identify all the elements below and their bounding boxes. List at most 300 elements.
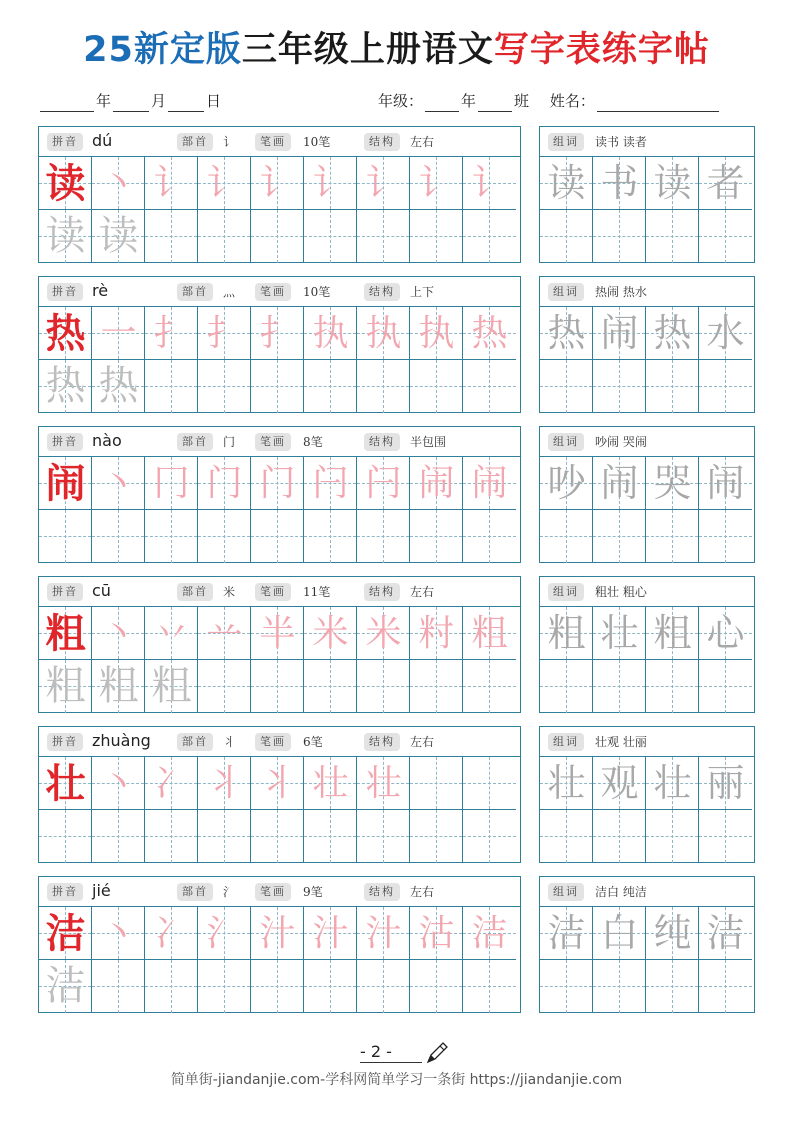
guide-line-vertical: [566, 960, 567, 1013]
grid-cell[interactable]: [145, 960, 198, 1013]
guide-line-vertical: [619, 660, 620, 713]
grid-cell[interactable]: [198, 960, 251, 1013]
guide-line-vertical: [277, 360, 278, 413]
grid-cell[interactable]: [39, 660, 92, 713]
model-character: 热: [45, 310, 86, 357]
stroke-order-step: 䒑: [206, 613, 243, 654]
grid-cell[interactable]: [699, 607, 752, 660]
grid-cell[interactable]: [357, 510, 410, 563]
grid-cell[interactable]: [646, 810, 699, 863]
grid-cell[interactable]: [304, 960, 357, 1013]
stroke-order-step: 讠: [471, 163, 508, 204]
model-character: 闹: [45, 460, 86, 507]
guide-line-vertical: [224, 810, 225, 863]
word-character: 壮: [547, 761, 586, 805]
guide-line-vertical: [725, 510, 726, 563]
grid-cell[interactable]: [646, 307, 699, 360]
structure-value: 左右: [410, 885, 435, 899]
class-blank[interactable]: [478, 95, 512, 112]
grid-cell[interactable]: [463, 757, 516, 810]
grid-cell[interactable]: [357, 810, 410, 863]
grid-cell[interactable]: [251, 360, 304, 413]
grid-cell[interactable]: [92, 757, 145, 810]
trace-character: 读: [45, 213, 86, 259]
grid-cell[interactable]: [145, 360, 198, 413]
guide-line-vertical: [725, 660, 726, 713]
words-card-header: [540, 727, 754, 757]
grid-cell[interactable]: [92, 607, 145, 660]
word-character: 丽: [706, 761, 745, 805]
grid-cell[interactable]: [92, 810, 145, 863]
pinyin-value: nào: [92, 431, 122, 450]
character-card: [38, 876, 521, 1013]
stroke-order-step: 闩: [365, 463, 402, 504]
structure-tag: 结构: [364, 433, 400, 451]
grid-cell[interactable]: [39, 360, 92, 413]
guide-line-vertical: [619, 810, 620, 863]
grid-cell[interactable]: [304, 307, 357, 360]
student-row: [378, 90, 721, 112]
grid-cell[interactable]: [251, 660, 304, 713]
structure-value: 半包围: [410, 435, 447, 449]
grid-cell[interactable]: [357, 157, 410, 210]
grid-cell[interactable]: [251, 157, 304, 210]
radical-value: 讠: [223, 135, 236, 149]
grid-cell[interactable]: [304, 907, 357, 960]
grid-cell[interactable]: [699, 210, 752, 263]
guide-line-vertical: [672, 660, 673, 713]
grid-cell[interactable]: [646, 757, 699, 810]
grid-cell[interactable]: [251, 510, 304, 563]
day-blank[interactable]: [168, 95, 204, 112]
guide-line-vertical: [619, 960, 620, 1013]
grid-cell[interactable]: [699, 457, 752, 510]
stroke-order-step: 丬: [259, 763, 296, 804]
stroke-order-step: 汁: [365, 913, 402, 954]
grid-cell[interactable]: [251, 307, 304, 360]
grid-cell[interactable]: [463, 210, 516, 263]
word-character: 白: [600, 911, 639, 955]
guide-line-vertical: [330, 660, 331, 713]
grid-cell[interactable]: [593, 757, 646, 810]
grid-cell[interactable]: [540, 510, 593, 563]
grid-cell[interactable]: [304, 607, 357, 660]
character-card: [38, 126, 521, 263]
grid-cell[interactable]: [198, 660, 251, 713]
grid-cell[interactable]: [92, 360, 145, 413]
word-character: 洁: [706, 911, 745, 955]
grid-cell[interactable]: [251, 757, 304, 810]
grid-cell[interactable]: [304, 210, 357, 263]
grid-cell[interactable]: [699, 360, 752, 413]
stroke-order-step: 氵: [206, 913, 243, 954]
words-tag: 组词: [548, 733, 584, 751]
trace-character: 粗: [151, 663, 192, 709]
card-header: [39, 727, 520, 757]
grid-cell[interactable]: [251, 457, 304, 510]
grid-cell[interactable]: [410, 660, 463, 713]
grid-cell[interactable]: [646, 907, 699, 960]
grid-cell[interactable]: [593, 960, 646, 1013]
grid-cell[interactable]: [198, 307, 251, 360]
grid-cell[interactable]: [463, 607, 516, 660]
grid-cell[interactable]: [540, 210, 593, 263]
card-header: [39, 277, 520, 307]
grid-cell[interactable]: [198, 757, 251, 810]
pinyin-tag: 拼音: [47, 583, 83, 601]
grid-cell[interactable]: [410, 360, 463, 413]
word-character: 吵: [547, 461, 586, 505]
pinyin-tag: 拼音: [47, 883, 83, 901]
grid-cell[interactable]: [540, 810, 593, 863]
guide-line-vertical: [672, 960, 673, 1013]
grid-cell[interactable]: [410, 307, 463, 360]
grid-cell[interactable]: [145, 757, 198, 810]
grid-cell[interactable]: [540, 360, 593, 413]
pinyin-tag: 拼音: [47, 433, 83, 451]
grid-cell[interactable]: [699, 660, 752, 713]
grid-cell[interactable]: [304, 810, 357, 863]
guide-line-vertical: [383, 960, 384, 1013]
grid-cell[interactable]: [699, 960, 752, 1013]
word-character: 壮: [600, 611, 639, 655]
guide-line-vertical: [566, 810, 567, 863]
grid-cell[interactable]: [463, 960, 516, 1013]
grid-cell[interactable]: [357, 307, 410, 360]
structure-tag: 结构: [364, 583, 400, 601]
grid-cell[interactable]: [646, 510, 699, 563]
guide-line-vertical: [619, 510, 620, 563]
grid-cell[interactable]: [304, 157, 357, 210]
guide-line-vertical: [436, 810, 437, 863]
writing-grid: [39, 607, 520, 713]
grid-cell[interactable]: [463, 907, 516, 960]
writing-grid: [39, 757, 520, 863]
grid-cell[interactable]: [593, 907, 646, 960]
grid-cell[interactable]: [145, 607, 198, 660]
pinyin-value: zhuàng: [92, 731, 151, 750]
words-tag: 组词: [548, 883, 584, 901]
trace-character: 粗: [98, 663, 139, 709]
guide-line-vertical: [224, 210, 225, 263]
character-card: [38, 426, 521, 563]
radical-value: 氵: [223, 885, 236, 899]
grid-cell[interactable]: [646, 360, 699, 413]
words-grid: [540, 607, 754, 713]
word-character: 心: [706, 611, 745, 655]
words-tag: 组词: [548, 583, 584, 601]
radical-tag: 部首: [177, 583, 213, 601]
date-month-label: 月: [151, 92, 167, 110]
grid-cell[interactable]: [593, 307, 646, 360]
grid-cell[interactable]: [540, 157, 593, 210]
pinyin-tag: 拼音: [47, 133, 83, 151]
grid-cell[interactable]: [357, 907, 410, 960]
grid-cell[interactable]: [251, 810, 304, 863]
grid-cell[interactable]: [463, 307, 516, 360]
grid-cell[interactable]: [251, 960, 304, 1013]
grid-cell[interactable]: [304, 660, 357, 713]
guide-line-vertical: [224, 360, 225, 413]
guide-line-vertical: [224, 510, 225, 563]
year-blank[interactable]: [40, 95, 94, 112]
guide-line-vertical: [489, 960, 490, 1013]
grid-cell[interactable]: [410, 210, 463, 263]
guide-line-vertical: [619, 360, 620, 413]
radical-value: 丬: [223, 735, 236, 749]
grid-cell[interactable]: [39, 960, 92, 1013]
grid-cell[interactable]: [593, 510, 646, 563]
grid-cell[interactable]: [410, 510, 463, 563]
radical-tag: 部首: [177, 433, 213, 451]
words-grid: [540, 907, 754, 1013]
strokes-tag: 笔画: [255, 883, 291, 901]
name-blank[interactable]: [597, 95, 719, 112]
grid-cell[interactable]: [198, 907, 251, 960]
grid-cell[interactable]: [39, 907, 92, 960]
word-character: 热: [653, 311, 692, 355]
grid-cell[interactable]: [540, 660, 593, 713]
model-character: 读: [45, 160, 86, 207]
grid-cell[interactable]: [593, 210, 646, 263]
grid-cell[interactable]: [410, 907, 463, 960]
guide-line-vertical: [118, 960, 119, 1013]
grid-cell[interactable]: [145, 907, 198, 960]
grid-cell[interactable]: [92, 907, 145, 960]
grid-cell[interactable]: [410, 810, 463, 863]
grid-cell[interactable]: [699, 757, 752, 810]
grid-cell[interactable]: [198, 810, 251, 863]
grid-cell[interactable]: [410, 157, 463, 210]
grid-cell[interactable]: [145, 457, 198, 510]
grid-cell[interactable]: [39, 157, 92, 210]
stroke-order-step: 闹: [418, 463, 455, 504]
grid-cell[interactable]: [646, 157, 699, 210]
grid-cell[interactable]: [357, 457, 410, 510]
words-value: 读书 读者: [595, 135, 647, 149]
guide-line-vertical: [489, 660, 490, 713]
grid-cell[interactable]: [198, 360, 251, 413]
grid-cell[interactable]: [357, 210, 410, 263]
grid-cell[interactable]: [92, 510, 145, 563]
grid-cell[interactable]: [198, 157, 251, 210]
grid-cell[interactable]: [540, 607, 593, 660]
grid-cell[interactable]: [540, 960, 593, 1013]
grid-cell[interactable]: [92, 660, 145, 713]
guide-line-vertical: [566, 210, 567, 263]
grid-cell[interactable]: [540, 757, 593, 810]
grid-cell[interactable]: [304, 510, 357, 563]
grid-cell[interactable]: [699, 157, 752, 210]
word-character: 闹: [706, 461, 745, 505]
trace-character: 热: [98, 363, 139, 409]
grid-cell[interactable]: [699, 510, 752, 563]
guide-line-vertical: [672, 360, 673, 413]
grid-cell[interactable]: [540, 907, 593, 960]
grid-cell[interactable]: [92, 157, 145, 210]
stroke-order-step: 壮: [365, 763, 402, 804]
grid-cell[interactable]: [699, 907, 752, 960]
trace-character: 洁: [45, 963, 86, 1009]
grid-cell[interactable]: [145, 660, 198, 713]
word-character: 水: [706, 311, 745, 355]
title-part-2: 三年级上册语文: [241, 30, 494, 70]
grid-cell[interactable]: [145, 210, 198, 263]
grid-cell[interactable]: [92, 210, 145, 263]
structure-value: 左右: [410, 585, 435, 599]
guide-line-vertical: [489, 810, 490, 863]
grid-cell[interactable]: [92, 307, 145, 360]
guide-line-vertical: [672, 210, 673, 263]
card-header: [39, 577, 520, 607]
grid-cell[interactable]: [251, 907, 304, 960]
name-label: 姓名：: [549, 92, 595, 110]
words-value: 吵闹 哭闹: [595, 435, 647, 449]
stroke-order-step: 丶: [100, 913, 137, 954]
guide-line-vertical: [489, 360, 490, 413]
grid-cell[interactable]: [646, 457, 699, 510]
page-title: [0, 28, 793, 72]
stroke-order-step: 门: [259, 463, 296, 504]
grid-cell[interactable]: [304, 757, 357, 810]
grid-cell[interactable]: [410, 457, 463, 510]
grid-cell[interactable]: [39, 810, 92, 863]
stroke-order-step: 沽: [418, 913, 455, 954]
structure-tag: 结构: [364, 133, 400, 151]
guide-line-vertical: [383, 510, 384, 563]
grid-cell[interactable]: [92, 457, 145, 510]
trace-character: 读: [98, 213, 139, 259]
grid-cell[interactable]: [357, 360, 410, 413]
words-card: [539, 726, 755, 863]
character-card: [38, 726, 521, 863]
character-card: [38, 276, 521, 413]
grid-cell[interactable]: [304, 457, 357, 510]
grid-cell[interactable]: [593, 360, 646, 413]
page-number: [360, 1040, 460, 1064]
grid-cell[interactable]: [593, 607, 646, 660]
words-grid: [540, 157, 754, 263]
guide-line-vertical: [436, 210, 437, 263]
grid-cell[interactable]: [646, 960, 699, 1013]
grid-cell[interactable]: [39, 607, 92, 660]
grid-cell[interactable]: [410, 607, 463, 660]
word-character: 壮: [653, 761, 692, 805]
grid-cell[interactable]: [145, 307, 198, 360]
grid-cell[interactable]: [463, 360, 516, 413]
month-blank[interactable]: [113, 95, 149, 112]
grid-cell[interactable]: [540, 457, 593, 510]
word-character: 纯: [653, 911, 692, 955]
grid-cell[interactable]: [145, 510, 198, 563]
radical-tag: 部首: [177, 883, 213, 901]
grid-cell[interactable]: [699, 810, 752, 863]
word-character: 热: [547, 311, 586, 355]
trace-character: 粗: [45, 663, 86, 709]
model-character: 粗: [45, 610, 86, 657]
grid-cell[interactable]: [198, 510, 251, 563]
grid-cell[interactable]: [593, 457, 646, 510]
strokes-tag: 笔画: [255, 583, 291, 601]
grid-cell[interactable]: [39, 757, 92, 810]
grid-cell[interactable]: [92, 960, 145, 1013]
pinyin-tag: 拼音: [47, 733, 83, 751]
pinyin-tag: 拼音: [47, 283, 83, 301]
grid-cell[interactable]: [198, 607, 251, 660]
grid-cell[interactable]: [251, 607, 304, 660]
structure-tag: 结构: [364, 733, 400, 751]
words-grid: [540, 307, 754, 413]
grid-cell[interactable]: [357, 757, 410, 810]
words-grid: [540, 457, 754, 563]
guide-line-vertical: [330, 960, 331, 1013]
card-header: [39, 427, 520, 457]
stroke-order-step: 扌: [206, 313, 243, 354]
grid-cell[interactable]: [540, 307, 593, 360]
pen-icon: [424, 1040, 450, 1066]
stroke-order-step: 丷: [153, 613, 190, 654]
words-value: 洁白 纯洁: [595, 885, 647, 899]
grid-cell[interactable]: [39, 457, 92, 510]
writing-grid: [39, 457, 520, 563]
grid-cell[interactable]: [646, 607, 699, 660]
grade-blank[interactable]: [425, 95, 459, 112]
grid-cell[interactable]: [463, 660, 516, 713]
stroke-order-step: 讠: [312, 163, 349, 204]
grid-cell[interactable]: [198, 457, 251, 510]
word-character: 粗: [653, 611, 692, 655]
grid-cell[interactable]: [145, 157, 198, 210]
guide-line-vertical: [436, 660, 437, 713]
grid-cell[interactable]: [463, 810, 516, 863]
guide-line-vertical: [489, 510, 490, 563]
grid-cell[interactable]: [410, 757, 463, 810]
grid-cell[interactable]: [145, 810, 198, 863]
guide-line-vertical: [330, 210, 331, 263]
grid-cell[interactable]: [463, 510, 516, 563]
grid-cell[interactable]: [357, 960, 410, 1013]
grid-cell[interactable]: [357, 660, 410, 713]
guide-line-vertical: [436, 510, 437, 563]
stroke-order-step: 米: [312, 613, 349, 654]
grid-cell[interactable]: [646, 660, 699, 713]
grid-cell[interactable]: [646, 210, 699, 263]
stroke-order-step: 讠: [365, 163, 402, 204]
strokes-value: 8笔: [303, 435, 323, 449]
guide-line-vertical: [171, 810, 172, 863]
grid-cell[interactable]: [251, 210, 304, 263]
grid-cell[interactable]: [593, 157, 646, 210]
grid-cell[interactable]: [39, 510, 92, 563]
grid-cell[interactable]: [463, 157, 516, 210]
grid-cell[interactable]: [198, 210, 251, 263]
grid-cell[interactable]: [593, 660, 646, 713]
grid-cell[interactable]: [39, 210, 92, 263]
grid-cell[interactable]: [357, 607, 410, 660]
structure-tag: 结构: [364, 883, 400, 901]
grid-cell[interactable]: [699, 307, 752, 360]
grid-cell[interactable]: [39, 307, 92, 360]
stroke-order-step: 冂: [153, 463, 190, 504]
grid-cell[interactable]: [463, 457, 516, 510]
grid-cell[interactable]: [593, 810, 646, 863]
grid-cell[interactable]: [410, 960, 463, 1013]
words-card-header: [540, 127, 754, 157]
guide-line-vertical: [725, 810, 726, 863]
guide-line-vertical: [224, 660, 225, 713]
grid-cell[interactable]: [304, 360, 357, 413]
word-character: 哭: [653, 461, 692, 505]
